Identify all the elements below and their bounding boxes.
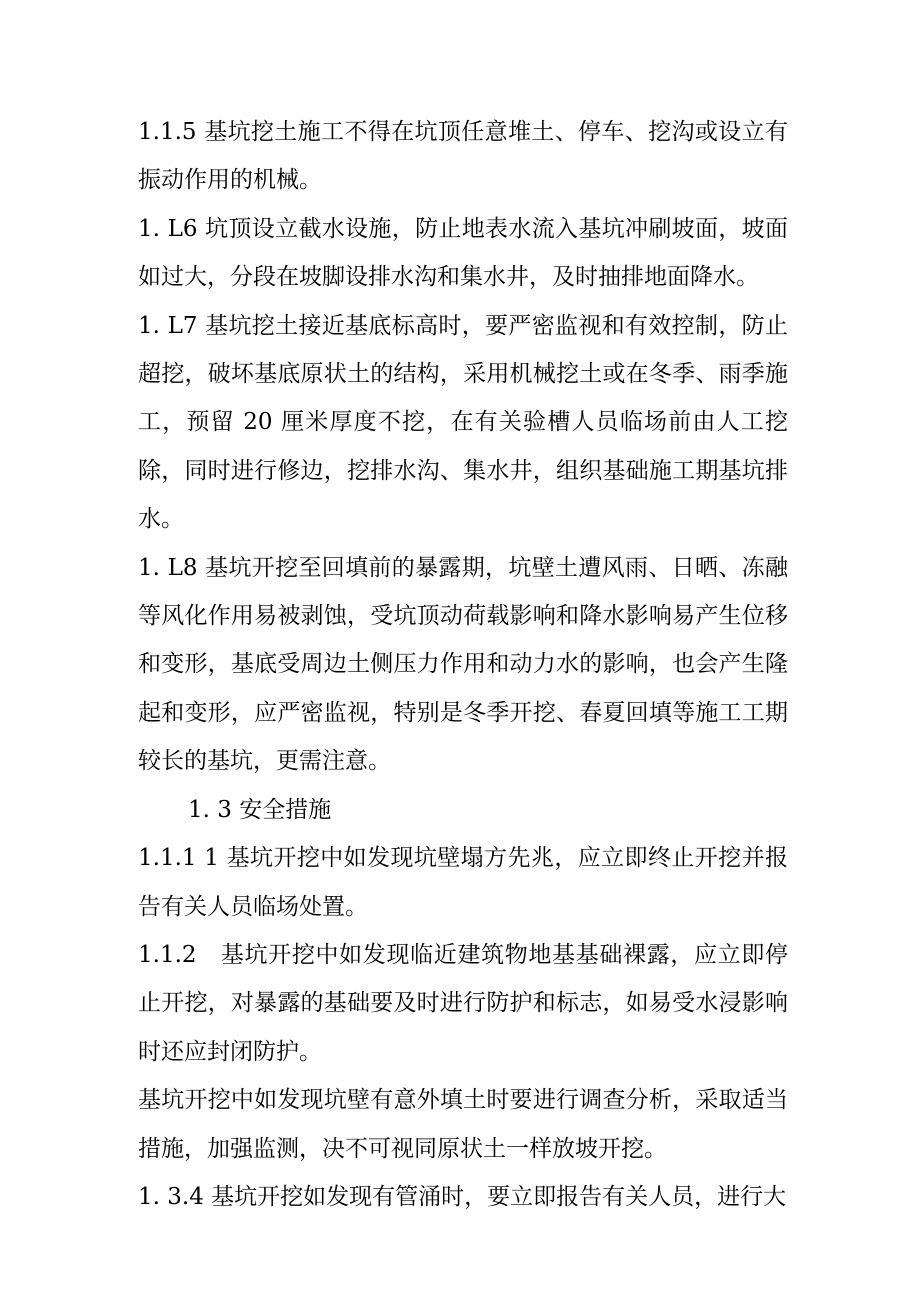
- paragraph-1-1-1: 1.1.1 1 基坑开挖中如发现坑壁塌方先兆，应立即终止开挖并报告有关人员临场处置。: [138, 845, 788, 920]
- paragraph-l6: 1. L6 坑顶设立截水设施，防止地表水流入基坑冲刷坡面，坡面如过大，分段在坡脚设排水沟和集水井，及时抽排地面降水。: [138, 215, 788, 291]
- paragraph-fill-soil: 基坑开挖中如发现坑壁有意外填土时要进行调查分析，采取适当措施，加强监测，决不可视同原状土一样放坡开挖。: [138, 1087, 788, 1162]
- paragraph-1-1-2: 1.1.2 基坑开挖中如发现临近建筑物地基基础裸露，应立即停止开挖，对暴露的基础要及时进行防护和标志，如易受水浸影响时还应封闭防护。: [138, 941, 788, 1065]
- paragraph-l8: 1. L8 基坑开挖至回填前的暴露期，坑壁土遭风雨、日晒、冻融等风化作用易被剥蚀，受坑顶动荷载影响和降水影响易产生位移和变形，基底受周边土侧压力作用和动力水的影响，也会产生隆起和变形，应严密监视，特别是冬季开挖、春夏回填等施工工期较长的基坑，更需注意。: [138, 554, 788, 775]
- paragraph-1-3-4: 1. 3.4 基坑开挖如发现有管涌时，要立即报告有关人员，进行大: [138, 1183, 787, 1210]
- body-text: [138, 108, 788, 1221]
- paragraph-l7: 1. L7 基坑挖土接近基底标高时，要严密监视和有效控制，防止超挖，破坏基底原状土的结构，采用机械挖土或在冬季、雨季施工，预留 20 厘米厚度不挖，在有关验槽人员临场前由人工挖除，同时进行修边，挖排水沟、集水井，组织基础施工期基坑排水。: [138, 312, 788, 533]
- paragraph-1-1-5: 1.1.5 基坑挖土施工不得在坑顶任意堆土、停车、挖沟或设立有振动作用的机械。: [138, 119, 788, 194]
- section-heading-safety: 1. 3 安全措施: [188, 796, 332, 823]
